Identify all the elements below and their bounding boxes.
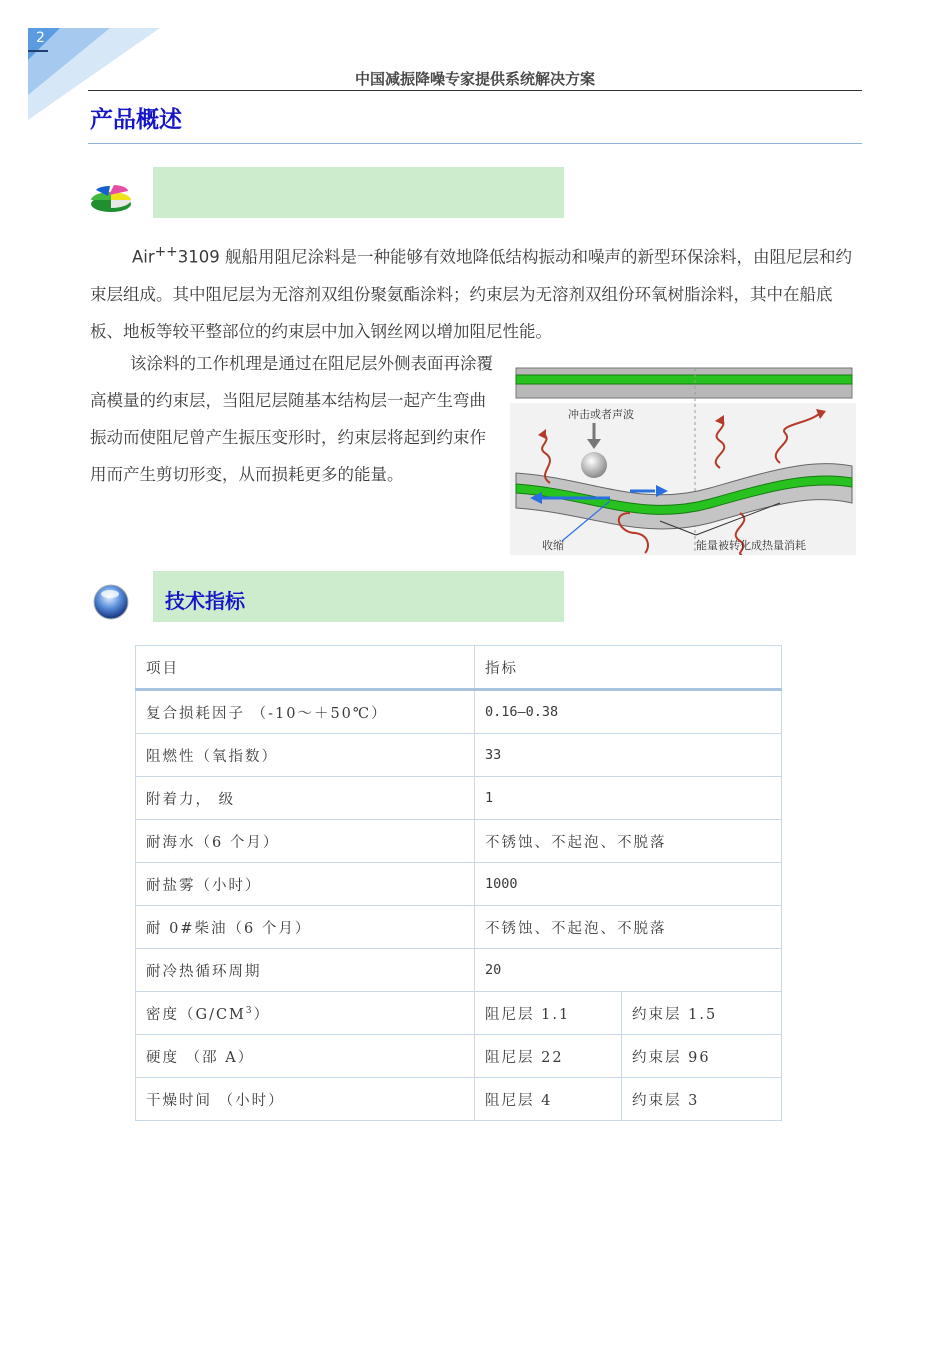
page-number-underline (28, 50, 48, 52)
table-cell-value: 0.16—0.38 (475, 690, 782, 734)
spec-section-title: 技术指标 (165, 589, 245, 613)
table-cell-item: 耐冷热循环周期 (136, 949, 475, 992)
table-cell-value-b: 约束层 96 (622, 1035, 782, 1078)
table-cell-value-a: 阻尼层 22 (475, 1035, 622, 1078)
table-cell-item: 附着力， 级 (136, 777, 475, 820)
table-cell-item: 耐 0#柴油（6 个月） (136, 906, 475, 949)
table-row (136, 690, 782, 734)
product-brand: Air (132, 247, 155, 267)
section-title: 产品概述 (90, 107, 182, 133)
table-row (136, 777, 782, 820)
table-header-row (136, 646, 782, 690)
table-cell-value: 1 (475, 777, 782, 820)
table-cell-item: 耐海水（6 个月） (136, 820, 475, 863)
table-cell-value-a: 阻尼层 4 (475, 1078, 622, 1121)
table-row (136, 949, 782, 992)
intro-paragraph (90, 234, 860, 350)
intro-paragraph-text: 舰船用阻尼涂料是一种能够有效地降低结构振动和噪声的新型环保涂料，由阻尼层和约束层组成。其中阻尼层为无溶剂双组份聚氨酯涂料；约束层为无溶剂双组份环氧树脂涂料，其中在船底板、地板等较平整部位的约束层中加入钢丝网以增加阻尼性能。 (90, 247, 852, 341)
table-row (136, 992, 782, 1035)
table-row (136, 820, 782, 863)
table-header-cell: 项目 (136, 646, 475, 690)
table-cell-item: 耐盐雾（小时） (136, 863, 475, 906)
diagram-label-shrink: 收缩 (542, 539, 564, 552)
table-cell-item: 复合损耗因子 （-10～＋50℃） (136, 690, 475, 734)
table-cell-value: 20 (475, 949, 782, 992)
diagram-label-impact: 冲击或者声波 (568, 408, 634, 421)
table-cell-item (136, 992, 475, 1035)
table-cell-value: 1000 (475, 863, 782, 906)
table-row (136, 734, 782, 777)
sphere-bullet-icon (92, 583, 130, 621)
mechanism-paragraph: 该涂料的工作机理是通过在阻尼层外侧表面再涂覆高模量的约束层，当阻尼层随基本结构层一起产生弯曲振动而使阻尼曾产生振压变形时，约束层将起到约束作用而产生剪切形变，从而损耗更多的能量。 (90, 354, 493, 484)
density-sup: 3 (245, 1005, 254, 1016)
diagram-label-energy: 能量被转化成热量消耗 (696, 539, 806, 552)
table-header-cell: 指标 (475, 646, 782, 690)
header-title: 中国减振降噪专家提供系统解决方案 (354, 70, 595, 88)
table-cell-value-a: 阻尼层 1.1 (475, 992, 622, 1035)
density-label: 密度（G/CM (146, 1006, 246, 1023)
density-tail: ） (253, 1006, 271, 1023)
table-cell-value: 不锈蚀、不起泡、不脱落 (475, 820, 782, 863)
page-number: 2 (36, 30, 45, 46)
spec-section-bar (153, 571, 564, 622)
table-cell-value-b: 约束层 3 (622, 1078, 782, 1121)
table-cell-item: 阻燃性（氧指数） (136, 734, 475, 777)
table-row (136, 863, 782, 906)
intro-section-bar (153, 167, 564, 218)
table-cell-value: 不锈蚀、不起泡、不脱落 (475, 906, 782, 949)
table-cell-value: 33 (475, 734, 782, 777)
damping-mechanism-diagram (510, 363, 856, 555)
pie-chart-icon (88, 182, 134, 214)
table-row (136, 1035, 782, 1078)
section-rule (88, 143, 862, 144)
table-cell-value-b: 约束层 1.5 (622, 992, 782, 1035)
product-model: 3109 (177, 247, 220, 267)
product-brand-sup: ++ (154, 244, 178, 260)
table-row (136, 1078, 782, 1121)
table-cell-item: 硬度 （邵 A） (136, 1035, 475, 1078)
table-cell-item: 干燥时间 （小时） (136, 1078, 475, 1121)
header-rule (88, 90, 862, 91)
table-row (136, 906, 782, 949)
spec-table (135, 645, 782, 1121)
